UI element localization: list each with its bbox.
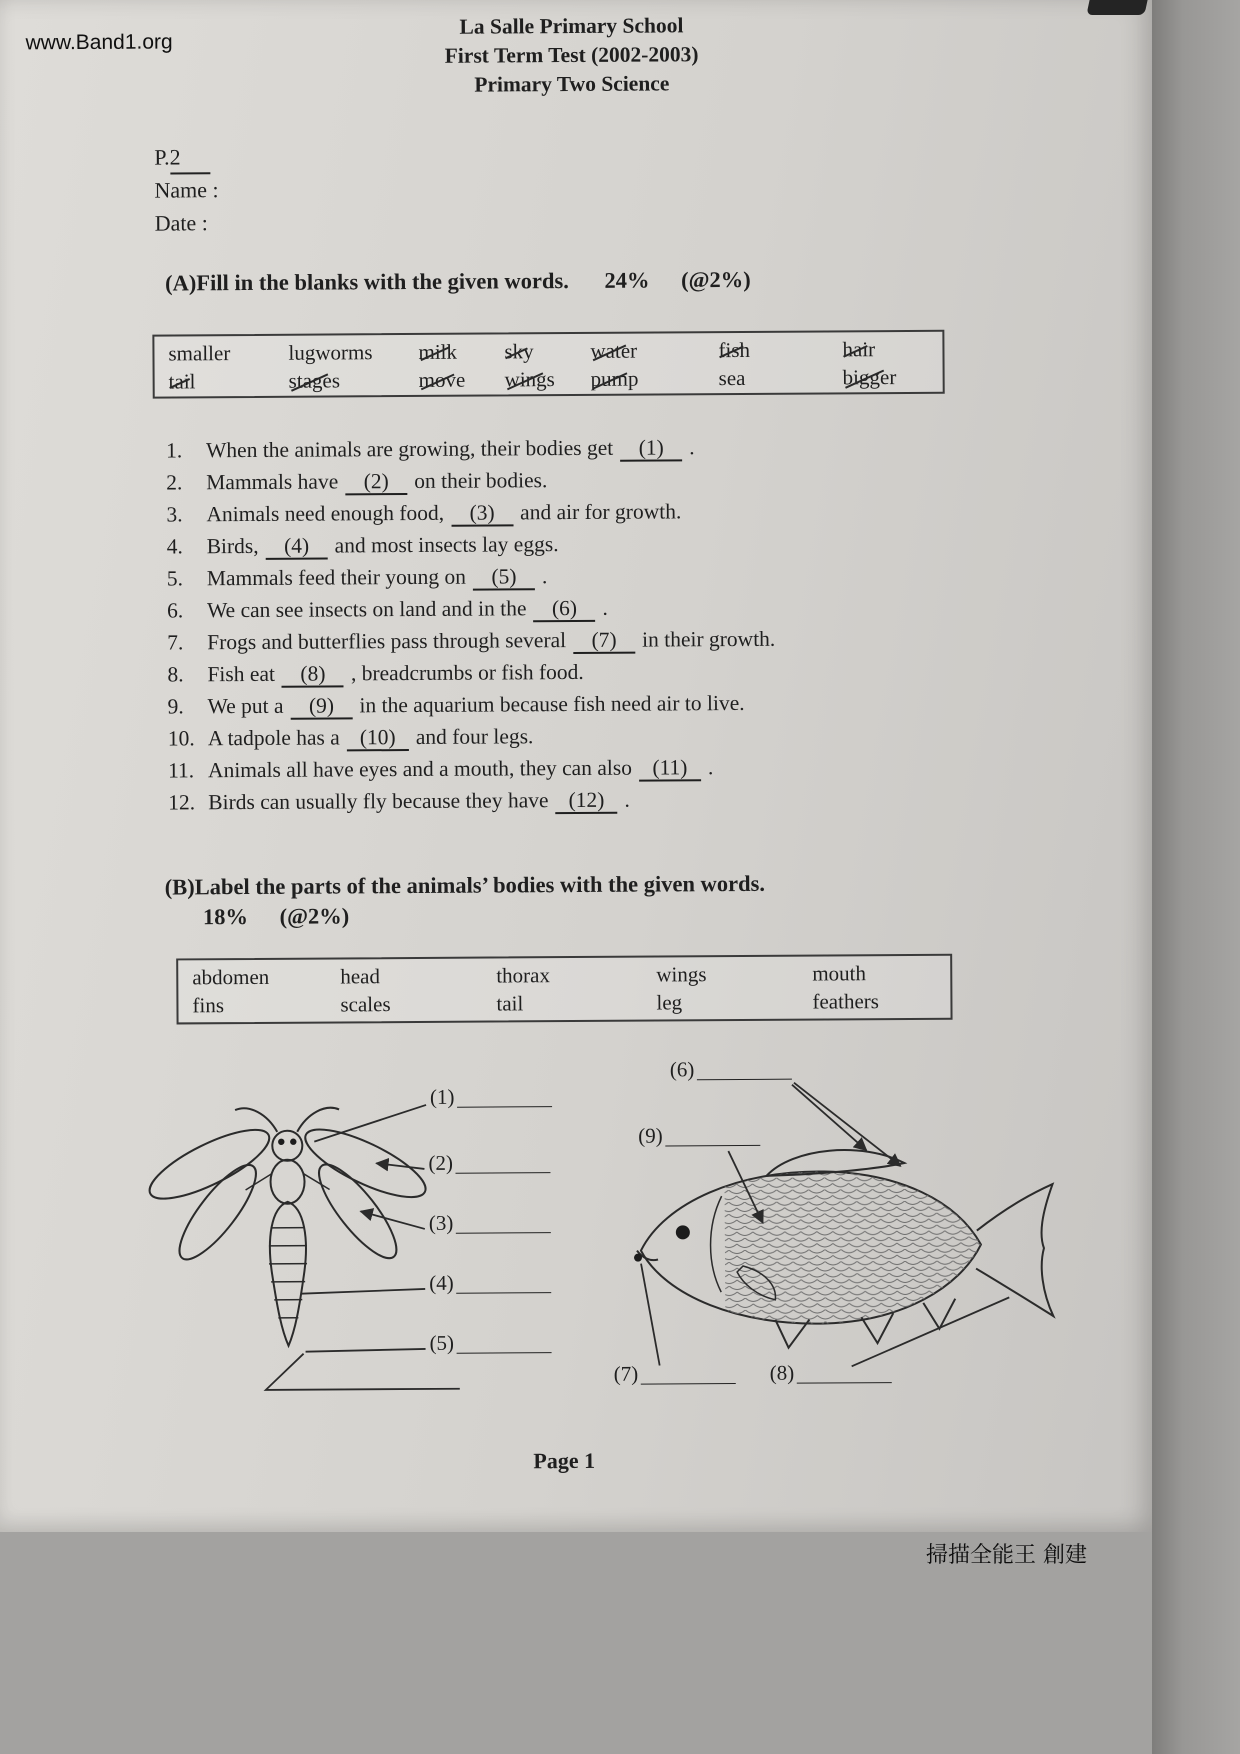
date-label[interactable]: Date : bbox=[154, 210, 208, 236]
diagram-answer-line-7[interactable] bbox=[640, 1363, 735, 1385]
word-bank-word: tail bbox=[167, 369, 198, 394]
question-number: 6. bbox=[166, 598, 184, 623]
question-row bbox=[167, 557, 997, 594]
question-text: Fish eat (8) , breadcrumbs or fish food. bbox=[207, 659, 584, 687]
diagram-label-3: (3) bbox=[429, 1210, 551, 1236]
answer-blank-3[interactable]: (3) bbox=[451, 500, 513, 526]
question-text: Frogs and butterflies pass through several (7) in their growth. bbox=[207, 626, 776, 655]
question-text: Animals all have eyes and a mouth, they can also (11) . bbox=[207, 755, 714, 783]
section-a-score: 24% bbox=[604, 267, 650, 293]
section-b-per-item: (@2%) bbox=[279, 903, 350, 929]
word-bank-word: wings bbox=[656, 962, 707, 987]
word-bank-b bbox=[176, 954, 952, 1025]
answer-blank-8[interactable]: (8) bbox=[282, 661, 344, 687]
diagram-label-6: (6) bbox=[670, 1057, 792, 1083]
question-row bbox=[167, 589, 997, 626]
question-row bbox=[168, 717, 998, 754]
question-row bbox=[167, 653, 997, 690]
page-ref: P.2 bbox=[154, 144, 181, 170]
word-bank-word: fins bbox=[192, 993, 225, 1018]
test-header bbox=[0, 8, 1148, 102]
word-bank-word: milk bbox=[416, 340, 459, 365]
diagram-label-5: (5) bbox=[429, 1330, 551, 1356]
word-bank-word: thorax bbox=[496, 963, 551, 988]
question-text: Animals need enough food, (3) and air for growth. bbox=[206, 499, 682, 527]
diagram-answer-line-3[interactable] bbox=[455, 1212, 550, 1234]
question-text: Mammals have (2) on their bodies. bbox=[206, 468, 548, 495]
question-row bbox=[166, 429, 996, 466]
question-row bbox=[167, 525, 997, 562]
word-bank-word: move bbox=[417, 368, 468, 393]
diagram-art bbox=[2, 1036, 1157, 1473]
diagram-label-7: (7) bbox=[614, 1361, 736, 1387]
question-text: We put a (9) in the aquarium because fish need air to live. bbox=[207, 690, 745, 719]
insect-figure bbox=[141, 1107, 435, 1347]
question-text: A tadpole has a (10) and four legs. bbox=[207, 724, 534, 751]
diagram-answer-line-8[interactable] bbox=[796, 1362, 891, 1384]
question-text: Birds, (4) and most insects lay eggs. bbox=[206, 532, 559, 559]
question-row bbox=[166, 461, 996, 498]
word-bank-word: wings bbox=[503, 367, 557, 392]
answer-blank-4[interactable]: (4) bbox=[266, 534, 328, 560]
word-bank-word: lugworms bbox=[288, 340, 373, 365]
question-text: Mammals feed their young on (5) . bbox=[206, 564, 548, 591]
diagram-label-9: (9) bbox=[638, 1123, 760, 1149]
word-bank-word: bigger bbox=[841, 365, 899, 390]
word-bank-word: hair bbox=[840, 337, 877, 362]
question-text: When the animals are growing, their bodies get (1) . bbox=[205, 435, 695, 463]
answer-blank-6[interactable]: (6) bbox=[533, 596, 595, 622]
question-number: 5. bbox=[166, 566, 184, 591]
section-b-heading bbox=[165, 869, 1025, 930]
word-bank-word: head bbox=[340, 964, 381, 989]
diagram-answer-line-4[interactable] bbox=[456, 1272, 551, 1294]
section-b-label: (B) bbox=[164, 874, 195, 900]
answer-blank-5[interactable]: (5) bbox=[473, 564, 535, 590]
diagram-answer-line-9[interactable] bbox=[665, 1125, 760, 1147]
answer-blank-12[interactable]: (12) bbox=[555, 788, 617, 814]
word-bank-a bbox=[152, 330, 944, 399]
diagram-answer-line-2[interactable] bbox=[455, 1152, 550, 1174]
question-number: 11. bbox=[167, 758, 195, 783]
name-label[interactable]: Name : bbox=[154, 177, 219, 203]
answer-blank-9[interactable]: (9) bbox=[290, 693, 352, 719]
word-bank-word: stages bbox=[287, 368, 342, 393]
labelling-diagram bbox=[2, 1036, 1157, 1473]
word-bank-word: pump bbox=[589, 367, 641, 392]
diagram-answer-line-6[interactable] bbox=[696, 1059, 791, 1081]
question-number: 4. bbox=[166, 534, 183, 559]
question-number: 3. bbox=[166, 502, 183, 527]
question-number: 7. bbox=[167, 630, 184, 655]
section-b-score-line bbox=[203, 899, 1025, 930]
question-number: 10. bbox=[167, 726, 195, 751]
word-bank-word: sea bbox=[718, 365, 746, 391]
scan-artifact-right-edge bbox=[1152, 0, 1240, 1754]
question-row bbox=[168, 685, 998, 722]
question-row bbox=[166, 493, 996, 530]
answer-blank-1[interactable]: (1) bbox=[620, 435, 682, 461]
question-text: Birds can usually fly because they have (12) . bbox=[208, 787, 630, 815]
answer-blank-11[interactable]: (11) bbox=[639, 755, 701, 781]
question-number: 2. bbox=[166, 470, 183, 495]
student-meta bbox=[154, 140, 219, 239]
diagram-label-2: (2) bbox=[428, 1150, 550, 1176]
site-watermark: www.Band1.org bbox=[25, 30, 173, 55]
diagram-label-8: (8) bbox=[770, 1360, 892, 1386]
section-a-title: Fill in the blanks with the given words. bbox=[196, 268, 569, 296]
diagram-label-4: (4) bbox=[429, 1270, 551, 1296]
diagram-answer-line-5[interactable] bbox=[456, 1332, 551, 1354]
subject-title: Primary Two Science bbox=[474, 71, 670, 97]
word-bank-word: feathers bbox=[812, 989, 879, 1014]
word-bank-word: smaller bbox=[168, 341, 231, 366]
fish-figure bbox=[633, 1149, 1053, 1349]
word-bank-word: fish bbox=[716, 338, 752, 363]
word-bank-word: scales bbox=[340, 992, 391, 1017]
section-a-per-item: (@2%) bbox=[681, 266, 751, 293]
answer-blank-10[interactable]: (10) bbox=[347, 725, 409, 751]
question-number: 12. bbox=[168, 790, 196, 815]
question-text: We can see insects on land and in the (6) . bbox=[206, 595, 608, 623]
word-bank-word: sky bbox=[502, 339, 535, 364]
diagram-answer-line-1[interactable] bbox=[456, 1086, 551, 1108]
scanner-credit: 掃描全能王 創建 bbox=[926, 1543, 1087, 1568]
school-name: La Salle Primary School bbox=[459, 13, 684, 39]
section-a-label: (A) bbox=[164, 270, 197, 296]
section-a-heading bbox=[165, 267, 751, 297]
word-bank-word: mouth bbox=[812, 961, 867, 986]
question-row bbox=[168, 781, 998, 818]
answer-blank-2[interactable]: (2) bbox=[345, 469, 407, 495]
question-list bbox=[166, 429, 998, 818]
scan-artifact-corner bbox=[1086, 0, 1147, 15]
test-title: First Term Test (2002-2003) bbox=[444, 42, 699, 68]
diagram-label-1: (1) bbox=[430, 1084, 552, 1110]
question-number: 1. bbox=[165, 438, 183, 463]
word-bank-word: leg bbox=[656, 990, 683, 1015]
section-b-title-line bbox=[165, 869, 1025, 900]
question-number: 9. bbox=[167, 694, 184, 719]
section-b-title: Label the parts of the animals’ bodies with the given words. bbox=[194, 870, 766, 900]
question-number: 8. bbox=[167, 662, 184, 687]
answer-blank-7[interactable]: (7) bbox=[573, 628, 635, 654]
question-row bbox=[167, 621, 997, 658]
section-b-score: 18% bbox=[202, 904, 248, 930]
word-bank-word: abdomen bbox=[192, 964, 270, 990]
page-number: Page 1 bbox=[533, 1447, 596, 1474]
word-bank-word: tail bbox=[496, 991, 524, 1016]
page-ref-underline bbox=[170, 172, 210, 174]
question-row bbox=[168, 749, 998, 786]
word-bank-word: water bbox=[588, 339, 639, 364]
